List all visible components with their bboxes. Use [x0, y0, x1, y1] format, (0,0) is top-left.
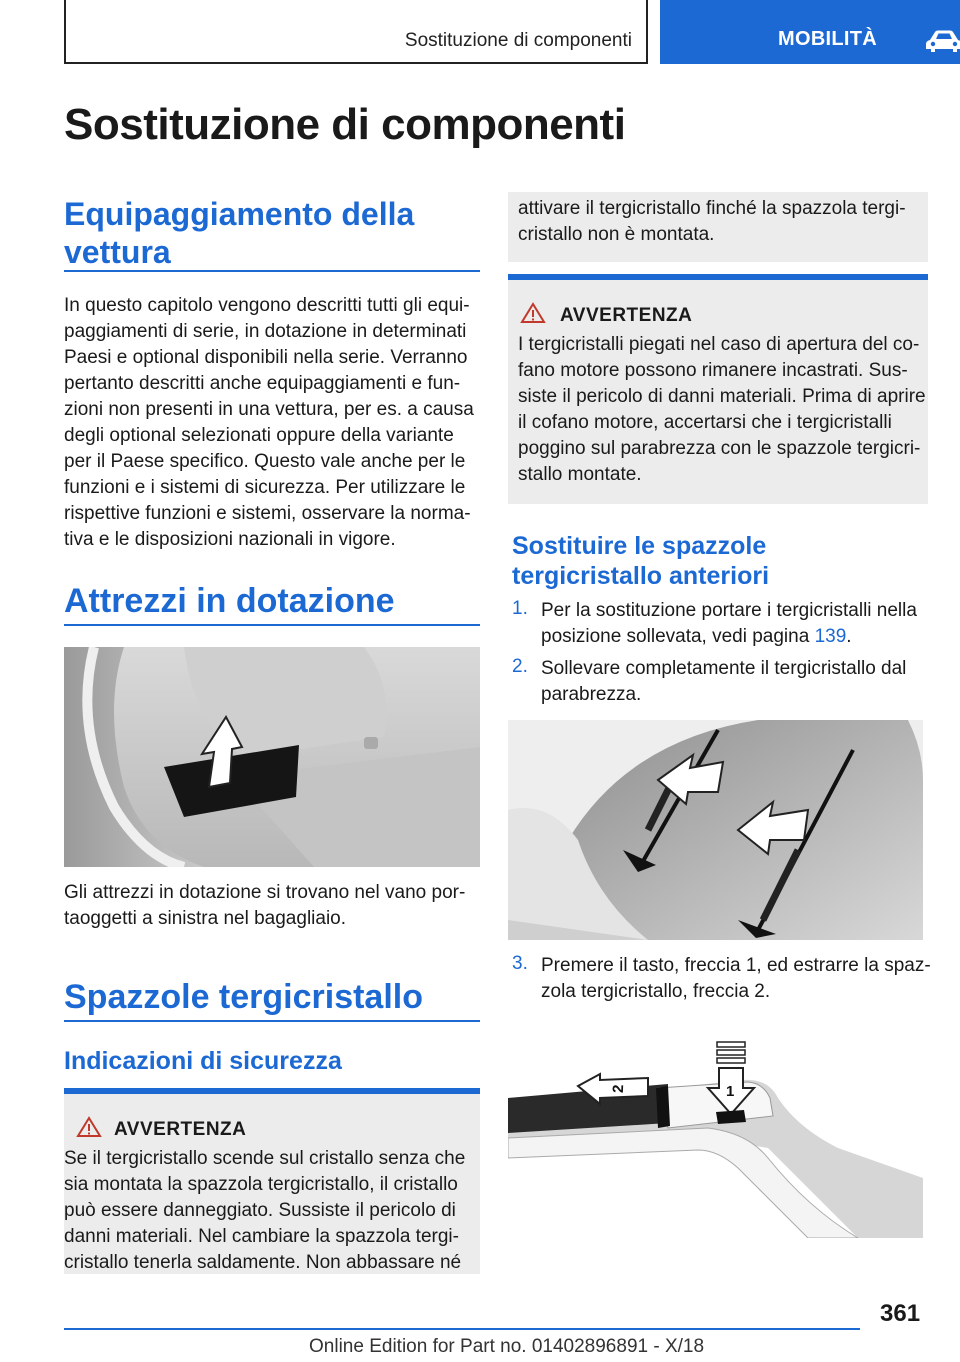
warning-triangle-icon — [76, 1116, 102, 1138]
warning-1-continued-text: attivare il tergicristallo finché la spazzola tergi- cristallo non è montata. — [518, 198, 906, 245]
footer-edition: Online Edition for Part no. 01402896891 - X/18 — [309, 1336, 705, 1357]
warning-2-title: AVVERTENZA — [560, 305, 693, 326]
step-1-number: 1. — [512, 598, 528, 619]
warning-2-text: I tergicristalli piegati nel caso di apertura del co- fano motore possono rimanere incastrati. Sus- siste il pericolo di danni materiali. Prima di aprire il cofano motore, accertarsi che i tergicristalli poggino sul parabrezza con le spazzole tergicri- stallo montate. — [518, 334, 926, 485]
windscreen-wipers-figure — [508, 720, 923, 940]
trunk-tools-figure — [64, 647, 480, 867]
warning-box-1-continued — [508, 192, 928, 262]
wipers-rule — [64, 1020, 480, 1022]
footer-rule — [64, 1328, 860, 1330]
equipment-rule — [64, 270, 480, 272]
warning-triangle-icon — [520, 302, 546, 324]
tools-heading: Attrezzi in dotazione — [64, 582, 395, 620]
svg-text:1: 1 — [726, 1083, 735, 1100]
car-icon — [924, 28, 960, 54]
tools-text: Gli attrezzi in dotazione si trovano nel vano por- taoggetti a sinistra nel bagagliaio. — [64, 882, 466, 929]
equipment-text: In questo capitolo vengono descritti tutti gli equi- paggiamenti di serie, in dotazione in determinati Paesi e optional disponibili nella serie. Verranno pertanto descritti anche equipaggiamenti e fun- zioni non presenti in una vettura, per es. a causa degli optional selezionati oppure della variante per il Paese specifico. Questo vale anche per le funzioni e i sistemi di sicurezza. Per utilizzare le rispettive funzioni e sistemi, osservare la norma- tiva e le disposizioni nazionali in vigore. — [64, 295, 474, 550]
front-wipers-heading: Sostituire le spazzole tergicristallo anteriori — [512, 532, 770, 590]
warning-1-title: AVVERTENZA — [114, 1119, 247, 1140]
warning-box-1 — [64, 1088, 480, 1274]
tools-rule — [64, 624, 480, 626]
step-3-text: Premere il tasto, freccia 1, ed estrarre la spaz- zola tergicristallo, freccia 2. — [541, 955, 931, 1002]
wiper-blade-release-figure — [508, 1038, 923, 1238]
wipers-heading: Spazzole tergicristallo — [64, 978, 423, 1016]
equipment-heading: Equipaggiamento della vettura — [64, 196, 415, 270]
step-3-number: 3. — [512, 953, 528, 974]
header-section-label: Sostituzione di componenti — [404, 30, 632, 51]
svg-text:2: 2 — [609, 1084, 628, 1094]
page-number: 361 — [880, 1300, 921, 1327]
warning-1-text: Se il tergicristallo scende sul cristallo senza che sia montata la spazzola tergicristallo, il cristallo può essere danneggiato. Sussiste il pericolo di danni materiali. Nel cambiare la spazzola tergi- cristallo tenerla saldamente. Non abbassare né — [64, 1148, 466, 1273]
header-section-tab — [64, 0, 648, 64]
header-chapter-tab — [660, 0, 960, 64]
warning-box-2 — [508, 274, 928, 504]
step-2-number: 2. — [512, 656, 528, 677]
step-2-text: Sollevare completamente il tergicristallo dal parabrezza. — [541, 658, 907, 705]
page-title: Sostituzione di componenti — [64, 100, 626, 149]
page-link-139[interactable]: 139 — [814, 626, 847, 647]
safety-heading: Indicazioni di sicurezza — [64, 1047, 342, 1075]
header-chapter-label: MOBILITÀ — [778, 28, 878, 50]
step-1-text: Per la sostituzione portare i tergicristalli nella posizione sollevata, vedi pagina 139. — [541, 600, 917, 647]
